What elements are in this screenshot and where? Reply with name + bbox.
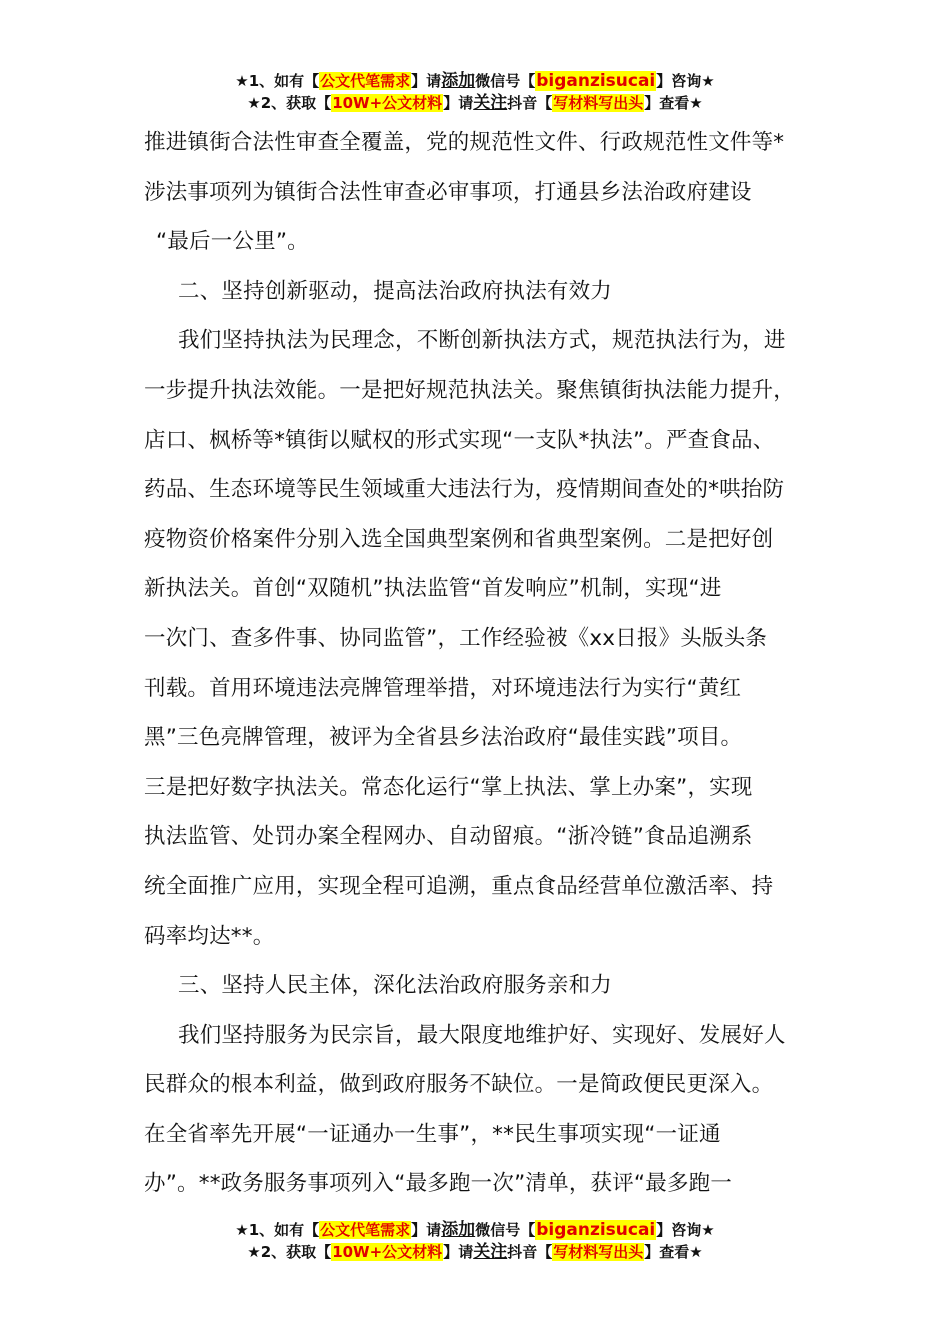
body-line: 新执法关。首创“双随机”执法监管“首发响应”机制，实现“进 [144, 576, 722, 602]
banner-text: 】请 [411, 1221, 442, 1239]
body-line: 推进镇街合法性审查全覆盖，党的规范性文件、行政规范性文件等* [144, 130, 785, 155]
banner-text: 】咨询★ [656, 72, 715, 90]
banner-text: ★2、获取【 [247, 1243, 332, 1261]
highlight-text: 10W+公文材料 [332, 1243, 443, 1261]
highlight-text: 10W+公文材料 [332, 94, 443, 112]
banner-text: ★1、如有【 [235, 72, 320, 90]
banner-text: 】请 [443, 94, 474, 112]
header-banner [0, 70, 950, 114]
body-line: 疫物资价格案件分别入选全国典型案例和省典型案例。二是把好创 [144, 526, 774, 552]
body-line: 民群众的根本利益，做到政府服务不缺位。一是简政便民更深入。 [144, 1072, 774, 1098]
banner-text: ★2、获取【 [247, 94, 332, 112]
banner-text: 】查看★ [644, 1243, 703, 1261]
banner-text: ★1、如有【 [235, 1221, 320, 1239]
body-line: 涉法事项列为镇街合法性审查必审事项，打通县乡法治政府建设 [144, 179, 752, 205]
highlight-text: 公文代笔需求 [320, 72, 411, 90]
banner-text: 】请 [411, 72, 442, 90]
banner-line-1 [0, 70, 950, 92]
banner-text: 】请 [443, 1243, 474, 1261]
body-line: 在全省率先开展“一证通办一生事”，**民生事项实现“一证通 [144, 1121, 721, 1147]
body-line: 统全面推广应用，实现全程可追溯，重点食品经营单位激活率、持 [144, 873, 774, 899]
highlight-text: biganzisucai [536, 1220, 656, 1240]
underlined-text: 关注 [473, 1242, 508, 1262]
body-line: 办”。**政务服务事项列入“最多跑一次”清单，获评“最多跑一 [144, 1171, 733, 1197]
underlined-text: 添加 [441, 1220, 476, 1240]
body-line: 码率均达**。 [144, 923, 275, 949]
banner-text: 】查看★ [644, 94, 703, 112]
underlined-text: 添加 [441, 71, 476, 91]
body-line: 店口、枫桥等*镇街以赋权的形式实现“一支队*执法”。严查食品、 [144, 427, 775, 453]
body-line: 执法监管、处罚办案全程网办、自动留痕。“浙冷链”食品追溯系 [144, 824, 753, 850]
highlight-text: 写材料写出头 [553, 94, 644, 112]
body-line: 三是把好数字执法关。常态化运行“掌上执法、掌上办案”，实现 [144, 774, 753, 800]
banner-text: 】咨询★ [656, 1221, 715, 1239]
body-line: 我们坚持服务为民宗旨，最大限度地维护好、实现好、发展好人 [178, 1022, 786, 1048]
body-line: 我们坚持执法为民理念，不断创新执法方式，规范执法行为，进 [178, 328, 786, 354]
banner-text: 抖音【 [507, 94, 553, 112]
banner-text: 微信号【 [475, 72, 536, 90]
body-line: 一次门、查多件事、协同监管”，工作经验被《xx日报》头版头条 [144, 625, 768, 651]
highlight-text: 写材料写出头 [553, 1243, 644, 1261]
section-heading: 三、坚持人民主体，深化法治政府服务亲和力 [178, 973, 613, 999]
body-line: 药品、生态环境等民生领域重大违法行为，疫情期间查处的*哄抬防 [144, 477, 785, 503]
banner-text: 微信号【 [475, 1221, 536, 1239]
body-line: “最后一公里”。 [156, 229, 309, 255]
footer-banner [0, 1219, 950, 1263]
document-body [144, 128, 808, 1219]
body-line: 黑”三色亮牌管理，被评为全省县乡法治政府“最佳实践”项目。 [144, 725, 743, 751]
banner-line-2 [0, 92, 950, 114]
body-line: 刊载。首用环境违法亮牌管理举措，对环境违法行为实行“黄红 [144, 675, 742, 701]
section-heading: 二、坚持创新驱动，提高法治政府执法有效力 [178, 278, 613, 304]
body-line: 一步提升执法效能。一是把好规范执法关。聚焦镇街执法能力提升， [144, 377, 796, 403]
banner-line-2 [0, 1241, 950, 1263]
highlight-text: 公文代笔需求 [320, 1221, 411, 1239]
banner-line-1 [0, 1219, 950, 1241]
banner-text: 抖音【 [507, 1243, 553, 1261]
underlined-text: 关注 [473, 93, 508, 113]
highlight-text: biganzisucai [536, 71, 656, 91]
